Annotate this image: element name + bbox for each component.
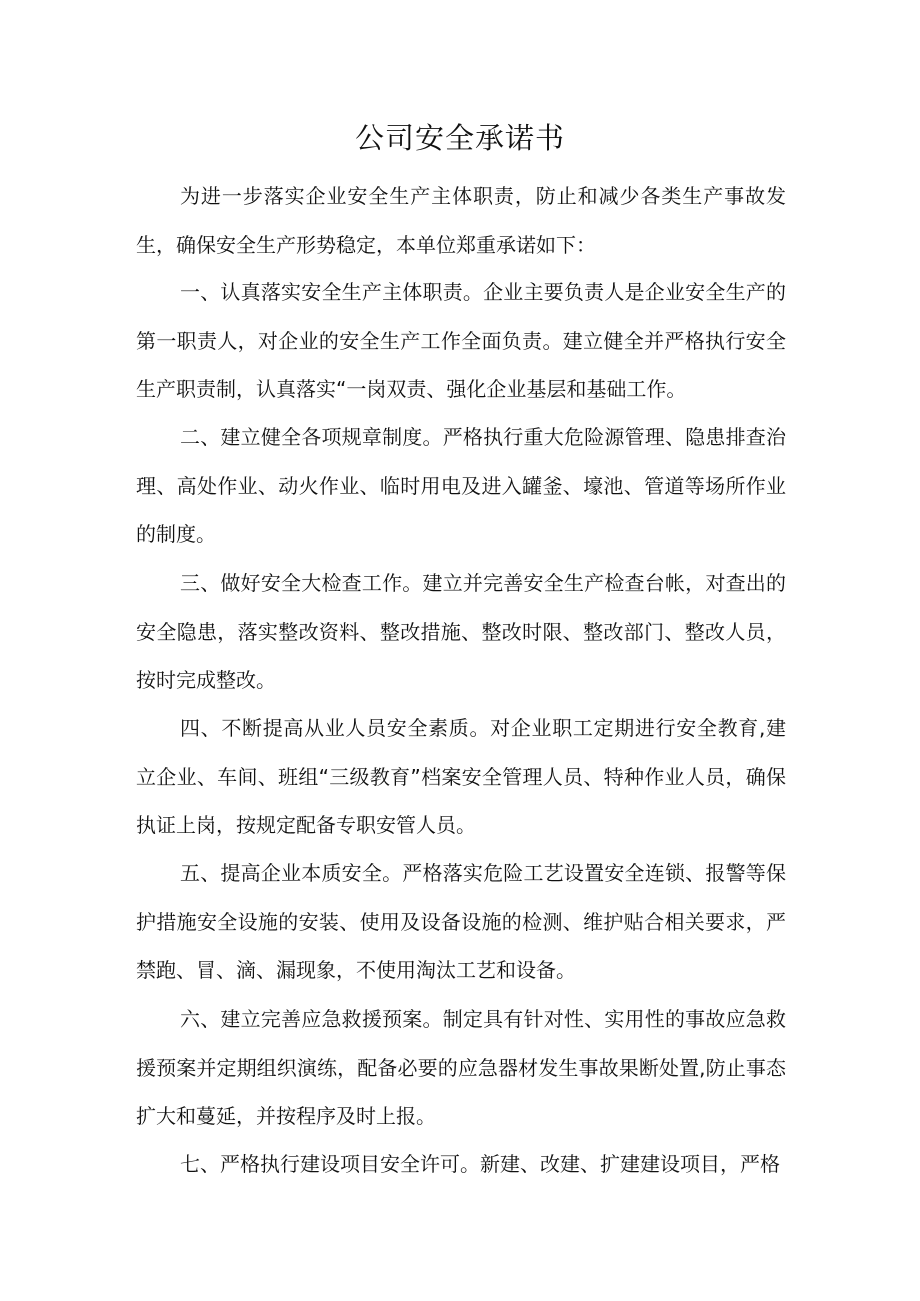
page-title: 公司安全承诺书 [354,121,565,155]
commitment-item-4: 四、不断提高从业人员安全素质。对企业职工定期进行安全教育,建立企业、车间、班组“三级教育”档案安全管理人员、特种作业人员，确保执证上岗，按规定配备专职安管人员。 [136,716,786,837]
commitment-item-7: 七、严格执行建设项目安全许可。新建、改建、扩建建设项目，严格 [180,1152,780,1176]
commitment-item-6: 六、建立完善应急救援预案。制定具有针对性、实用性的事故应急救援预案并定期组织演练，配备必要的应急器材发生事故果断处置,防止事态扩大和蔓延，并按程序及时上报。 [136,1007,786,1128]
intro-paragraph: 为进一步落实企业安全生产主体职责，防止和减少各类生产事故发生，确保安全生产形势稳定，本单位郑重承诺如下： [136,184,786,257]
commitment-item-5: 五、提高企业本质安全。严格落实危险工艺设置安全连锁、报警等保护措施安全设施的安装、使用及设备设施的检测、维护贴合相关要求，严禁跑、冒、滴、漏现象，不使用淘汰工艺和设备。 [136,861,786,982]
commitment-item-3: 三、做好安全大检查工作。建立并完善安全生产检查台帐，对查出的安全隐患，落实整改资料、整改措施、整改时限、整改部门、整改人员，按时完成整改。 [136,571,786,692]
commitment-item-1: 一、认真落实安全生产主体职责。企业主要负责人是企业安全生产的第一职责人，对企业的安全生产工作全面负责。建立健全并严格执行安全生产职责制，认真落实“一岗双责、强化企业基层和基础工作。 [136,280,786,401]
commitment-item-2: 二、建立健全各项规章制度。严格执行重大危险源管理、隐患排查治理、高处作业、动火作业、临时用电及进入罐釜、壕池、管道等场所作业的制度。 [136,425,786,546]
